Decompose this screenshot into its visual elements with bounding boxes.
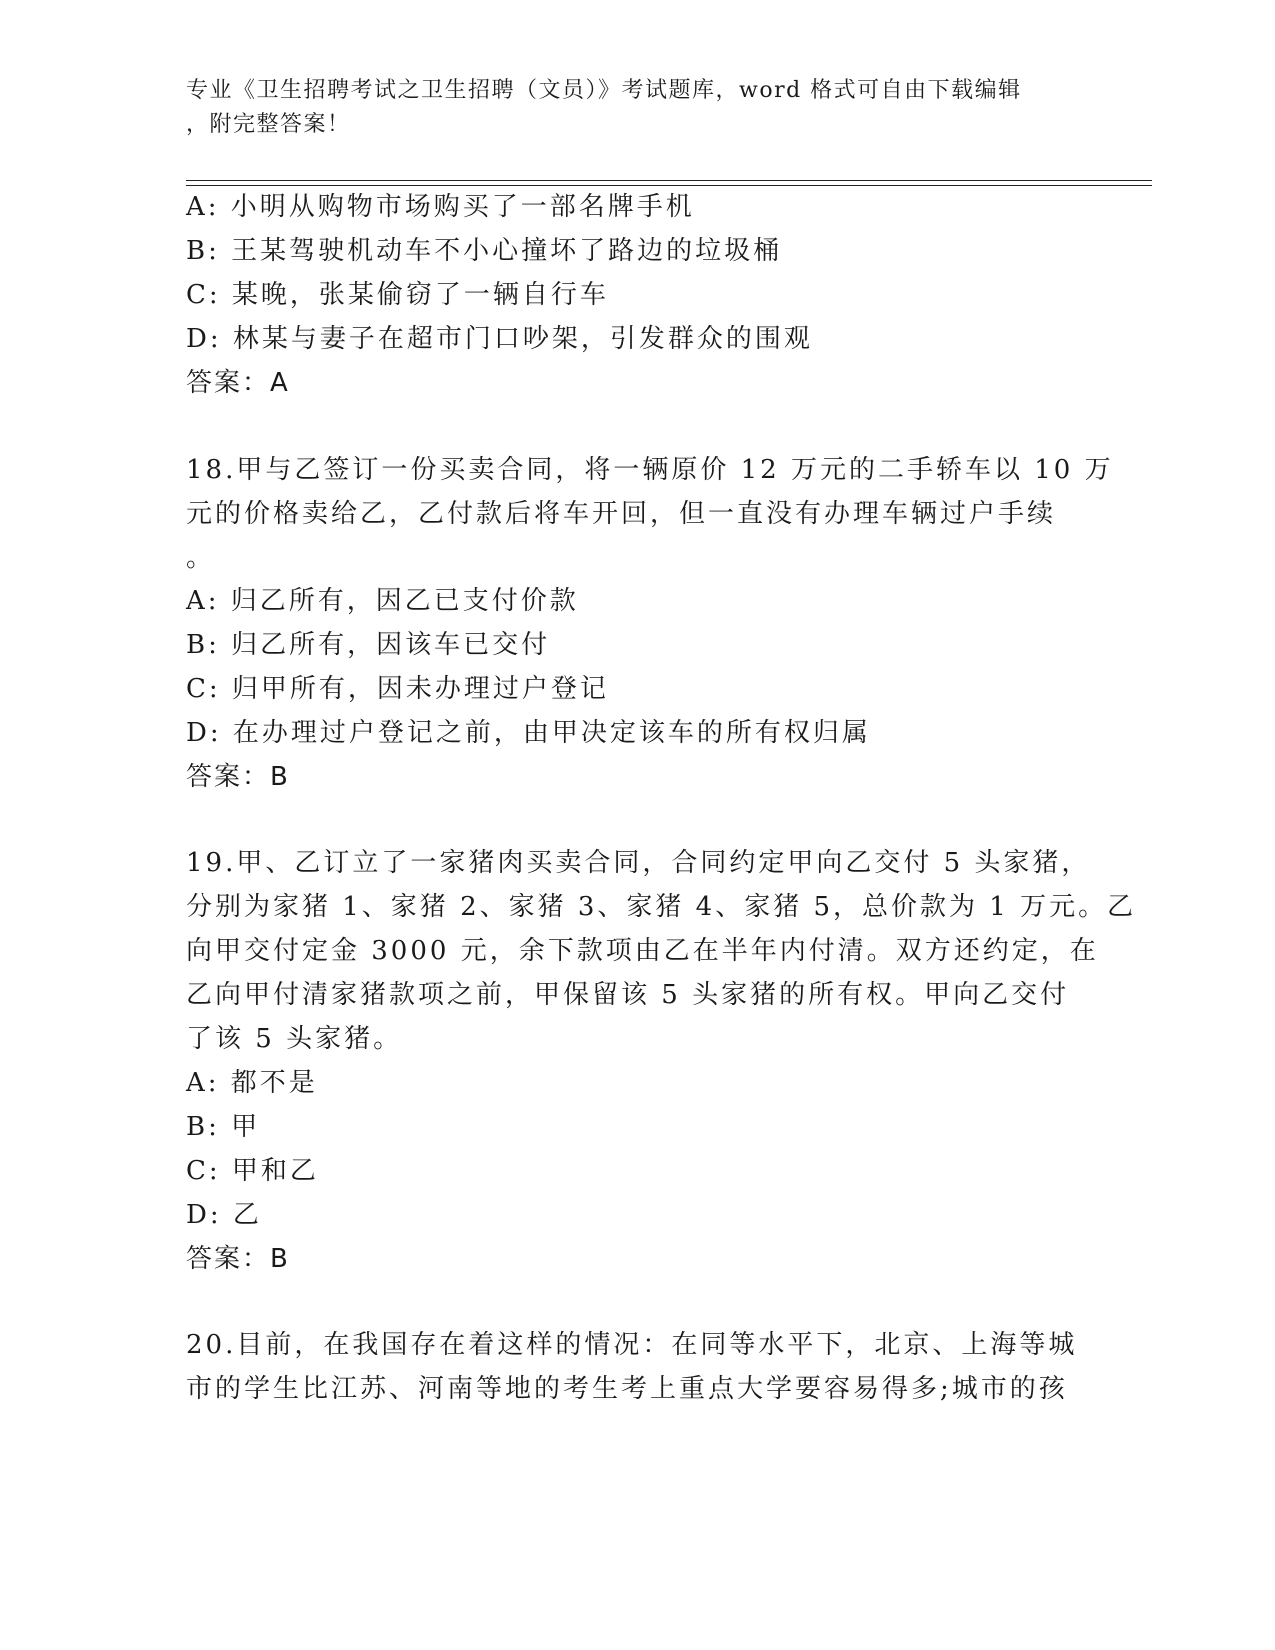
q19-stem-line-1: 19.甲、乙订立了一家猪肉买卖合同，合同约定甲向乙交付 5 头家猪，: [186, 848, 1091, 878]
q19-option-d: D: 乙: [186, 1200, 262, 1230]
q19-stem-line-4: 乙向甲付清家猪款项之前，甲保留该 5 头家猪的所有权。甲向乙交付: [186, 980, 1070, 1010]
q18-option-b: B: 归乙所有，因该车已交付: [186, 630, 551, 660]
q17-answer: 答案：A: [186, 368, 290, 398]
q20-stem-line-1: 20.目前，在我国存在着这样的情况：在同等水平下，北京、上海等城: [186, 1330, 1078, 1360]
header-line-2: ，附完整答案！: [186, 112, 351, 137]
q19-option-a: A: 都不是: [186, 1068, 318, 1098]
q17-option-c: C: 某晚，张某偷窃了一辆自行车: [186, 280, 609, 310]
q19-stem-line-3: 向甲交付定金 3000 元，余下款项由乙在半年内付清。双方还约定，在: [186, 936, 1099, 966]
header-rule-top: [186, 180, 1152, 181]
q17-option-b: B: 王某驾驶机动车不小心撞坏了路边的垃圾桶: [186, 236, 783, 266]
header-line-1: 专业《卫生招聘考试之卫生招聘（文员）》考试题库，word 格式可自由下载编辑: [186, 78, 1022, 103]
q18-stem-line-3: 。: [186, 543, 216, 573]
q18-stem-line-2: 元的价格卖给乙，乙付款后将车开回，但一直没有办理车辆过户手续: [186, 499, 1057, 529]
q18-answer: 答案：B: [186, 762, 290, 792]
q19-option-c: C: 甲和乙: [186, 1156, 319, 1186]
q17-option-a: A: 小明从购物市场购买了一部名牌手机: [186, 192, 695, 222]
q18-option-d: D: 在办理过户登记之前，由甲决定该车的所有权归属: [186, 718, 871, 748]
header-rule-bottom: [186, 185, 1152, 186]
q19-stem-line-2: 分别为家猪 1、家猪 2、家猪 3、家猪 4、家猪 5，总价款为 1 万元。乙: [186, 892, 1137, 922]
q18-option-a: A: 归乙所有，因乙已支付价款: [186, 586, 579, 616]
q18-stem-line-1: 18.甲与乙签订一份买卖合同，将一辆原价 12 万元的二手轿车以 10 万: [186, 455, 1114, 485]
q19-stem-line-5: 了该 5 头家猪。: [186, 1024, 403, 1054]
q18-option-c: C: 归甲所有，因未办理过户登记: [186, 674, 609, 704]
q19-answer: 答案：B: [186, 1244, 290, 1274]
q20-stem-line-2: 市的学生比江苏、河南等地的考生考上重点大学要容易得多;城市的孩: [186, 1374, 1068, 1404]
q19-option-b: B: 甲: [186, 1112, 261, 1142]
document-header: [186, 74, 1066, 142]
q17-option-d: D: 林某与妻子在超市门口吵架，引发群众的围观: [186, 324, 813, 354]
